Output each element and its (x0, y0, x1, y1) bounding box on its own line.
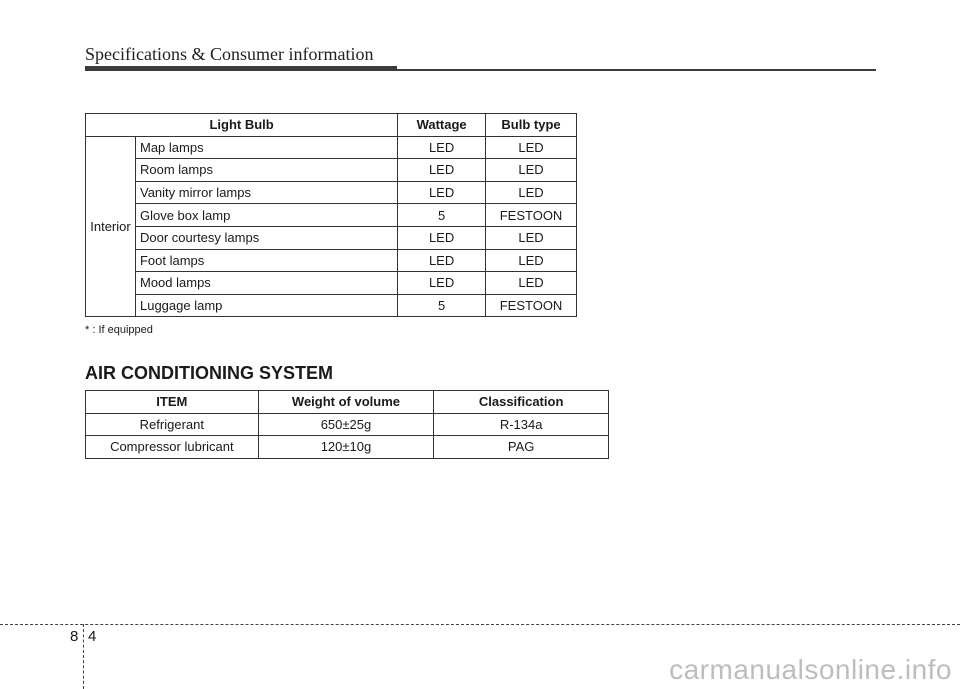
bulb-type: FESTOON (486, 204, 577, 227)
table-row (86, 272, 577, 295)
bulb-wattage: LED (398, 226, 486, 249)
col-header-classification: Classification (434, 391, 609, 414)
bulb-wattage: 5 (398, 204, 486, 227)
table-row (86, 181, 577, 204)
footer-dashed-divider (83, 624, 84, 689)
watermark-text: carmanualsonline.info (669, 654, 952, 685)
header-rule-thin (397, 69, 876, 71)
footnote-if-equipped: * : If equipped (85, 324, 153, 336)
table-row (86, 436, 609, 459)
ac-weight: 650±25g (258, 413, 434, 436)
table-row (86, 136, 577, 159)
table-row (86, 249, 577, 272)
light-bulb-table (85, 113, 577, 317)
table-row (86, 204, 577, 227)
ac-item: Compressor lubricant (86, 436, 259, 459)
bulb-wattage: LED (398, 272, 486, 295)
air-conditioning-table (85, 390, 609, 459)
bulb-name: Mood lamps (135, 272, 397, 295)
table-row (86, 226, 577, 249)
bulb-name: Glove box lamp (135, 204, 397, 227)
chapter-number: 8 (70, 628, 79, 645)
page-number: 4 (88, 628, 97, 645)
ac-classification: PAG (434, 436, 609, 459)
section-heading-air-conditioning: AIR CONDITIONING SYSTEM (85, 363, 334, 383)
table-header-row (86, 114, 577, 137)
bulb-name: Door courtesy lamps (135, 226, 397, 249)
col-header-wattage: Wattage (398, 114, 486, 137)
bulb-name: Room lamps (135, 159, 397, 182)
bulb-type: LED (486, 272, 577, 295)
bulb-name: Luggage lamp (135, 294, 397, 317)
col-header-weight: Weight of volume (258, 391, 434, 414)
bulb-type: LED (486, 159, 577, 182)
bulb-type: LED (486, 136, 577, 159)
table-row (86, 159, 577, 182)
table-row (86, 413, 609, 436)
bulb-wattage: LED (398, 136, 486, 159)
bulb-wattage: LED (398, 181, 486, 204)
bulb-name: Foot lamps (135, 249, 397, 272)
bulb-wattage: LED (398, 249, 486, 272)
ac-classification: R-134a (434, 413, 609, 436)
bulb-type: LED (486, 249, 577, 272)
footer-dashed-rule (0, 624, 960, 625)
bulb-name: Vanity mirror lamps (135, 181, 397, 204)
table-header-row (86, 391, 609, 414)
ac-item: Refrigerant (86, 413, 259, 436)
bulb-type: LED (486, 181, 577, 204)
bulb-name: Map lamps (135, 136, 397, 159)
col-header-item: ITEM (86, 391, 259, 414)
bulb-wattage: 5 (398, 294, 486, 317)
header-rule-thick (85, 66, 397, 71)
group-label-interior: Interior (86, 136, 136, 317)
col-header-bulb-type: Bulb type (486, 114, 577, 137)
table-row (86, 294, 577, 317)
ac-weight: 120±10g (258, 436, 434, 459)
bulb-wattage: LED (398, 159, 486, 182)
page-header-title: Specifications & Consumer information (85, 44, 374, 64)
bulb-type: LED (486, 226, 577, 249)
col-header-light-bulb: Light Bulb (86, 114, 398, 137)
bulb-type: FESTOON (486, 294, 577, 317)
